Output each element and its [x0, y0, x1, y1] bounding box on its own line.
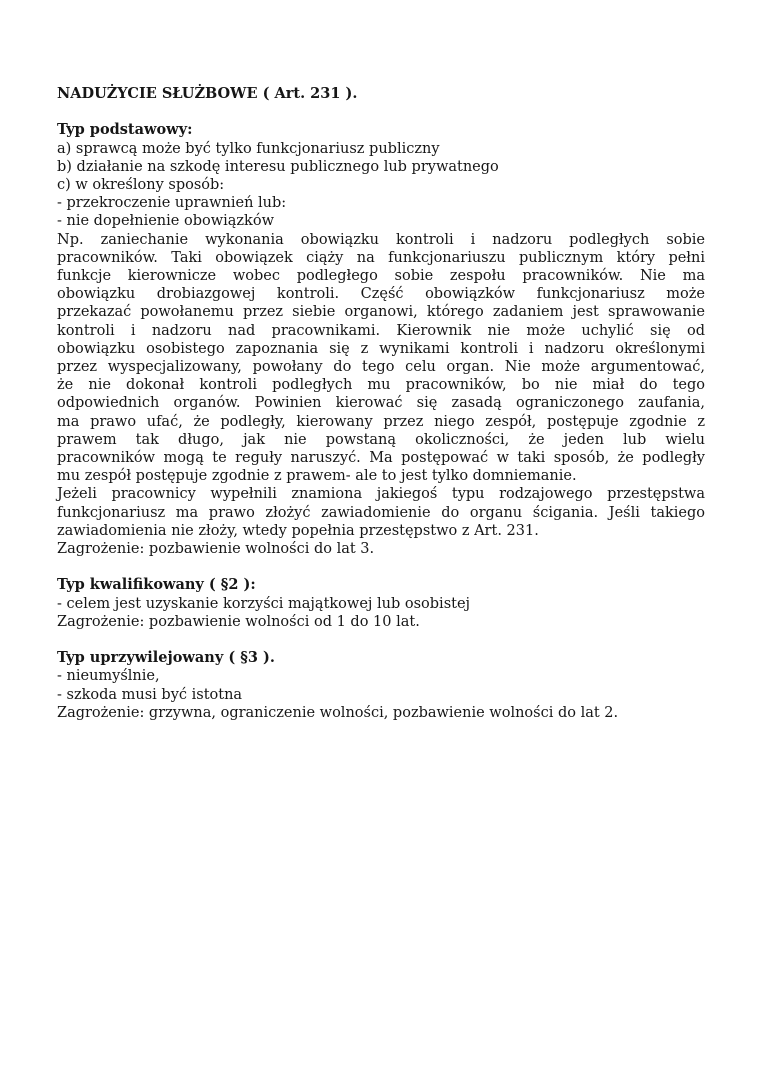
spacer — [57, 103, 705, 121]
text-line: obowiązku drobiazgowej kontroli. Część obowiązków funkcjonariusz może — [57, 286, 705, 303]
penalty-line: Zagrożenie: grzywna, ograniczenie wolności, pozbawienie wolności do lat 2. — [57, 704, 619, 721]
text-line: zawiadomienia nie złoży, wtedy popełnia przestępstwo z Art. 231. — [57, 522, 539, 539]
text-line: - nie dopełnienie obowiązków — [57, 213, 274, 230]
text-line: - nieumyślnie, — [57, 668, 160, 685]
spacer — [57, 558, 705, 576]
text-line: pracowników mogą te reguły naruszyć. Ma postępować w taki sposób, że podległy — [57, 450, 705, 467]
text-line: - przekroczenie uprawnień lub: — [57, 195, 287, 212]
text-line: Np. zaniechanie wykonania obowiązku kontroli i nadzoru podległych sobie — [57, 231, 705, 248]
text-line: obowiązku osobistego zapoznania się z wynikami kontroli i nadzoru określonymi — [57, 340, 705, 357]
text-line: - szkoda musi być istotna — [57, 686, 243, 703]
text-line: funkcjonariusz ma prawo złożyć zawiadomienie do organu ścigania. Jeśli takiego — [57, 504, 705, 521]
text-line: kontroli i nadzoru nad pracownikami. Kierownik nie może uchylić się od — [57, 322, 705, 339]
text-line: przez wyspecjalizowany, powołany do tego celu organ. Nie może argumentować, — [57, 359, 705, 376]
text-line: - celem jest uzyskanie korzyści majątkowej lub osobistej — [57, 595, 471, 612]
text-line: odpowiednich organów. Powinien kierować się zasadą ograniczonego zaufania, — [57, 395, 705, 412]
text-line: funkcje kierownicze wobec podległego sobie zespołu pracowników. Nie ma — [57, 268, 705, 285]
text-line: że nie dokonał kontroli podległych mu pracowników, bo nie miał do tego — [57, 377, 705, 394]
text-line: b) działanie na szkodę interesu publicznego lub prywatnego — [57, 158, 499, 175]
document-title: NADUŻYCIE SŁUŻBOWE ( Art. 231 ). — [57, 85, 358, 102]
text-line: ma prawo ufać, że podległy, kierowany przez niego zespół, postępuje zgodnie z — [57, 413, 705, 430]
section-heading-typ-uprzywilejowany: Typ uprzywilejowany ( §3 ). — [57, 649, 275, 667]
section-heading-typ-kwalifikowany: Typ kwalifikowany ( §2 ): — [57, 576, 256, 594]
section-heading-typ-podstawowy: Typ podstawowy: — [57, 121, 193, 139]
penalty-line: Zagrożenie: pozbawienie wolności od 1 do 10 lat. — [57, 613, 420, 630]
text-line: pracowników. Taki obowiązek ciąży na funkcjonariuszu publicznym który pełni — [57, 249, 705, 266]
text-line: przekazać powołanemu przez siebie organowi, którego zadaniem jest sprawowanie — [57, 304, 705, 321]
spacer — [57, 631, 705, 649]
penalty-line: Zagrożenie: pozbawienie wolności do lat 3. — [57, 541, 375, 558]
text-line: mu zespół postępuje zgodnie z prawem- ale to jest tylko domniemanie. — [57, 468, 577, 485]
text-line: prawem tak długo, jak nie powstaną okoliczności, że jeden lub wielu — [57, 431, 705, 448]
text-line: a) sprawcą może być tylko funkcjonariusz publiczny — [57, 140, 440, 157]
text-line: c) w określony sposób: — [57, 177, 225, 193]
text-line: Jeżeli pracownicy wypełnili znamiona jakiegoś typu rodzajowego przestępstwa — [57, 486, 705, 503]
